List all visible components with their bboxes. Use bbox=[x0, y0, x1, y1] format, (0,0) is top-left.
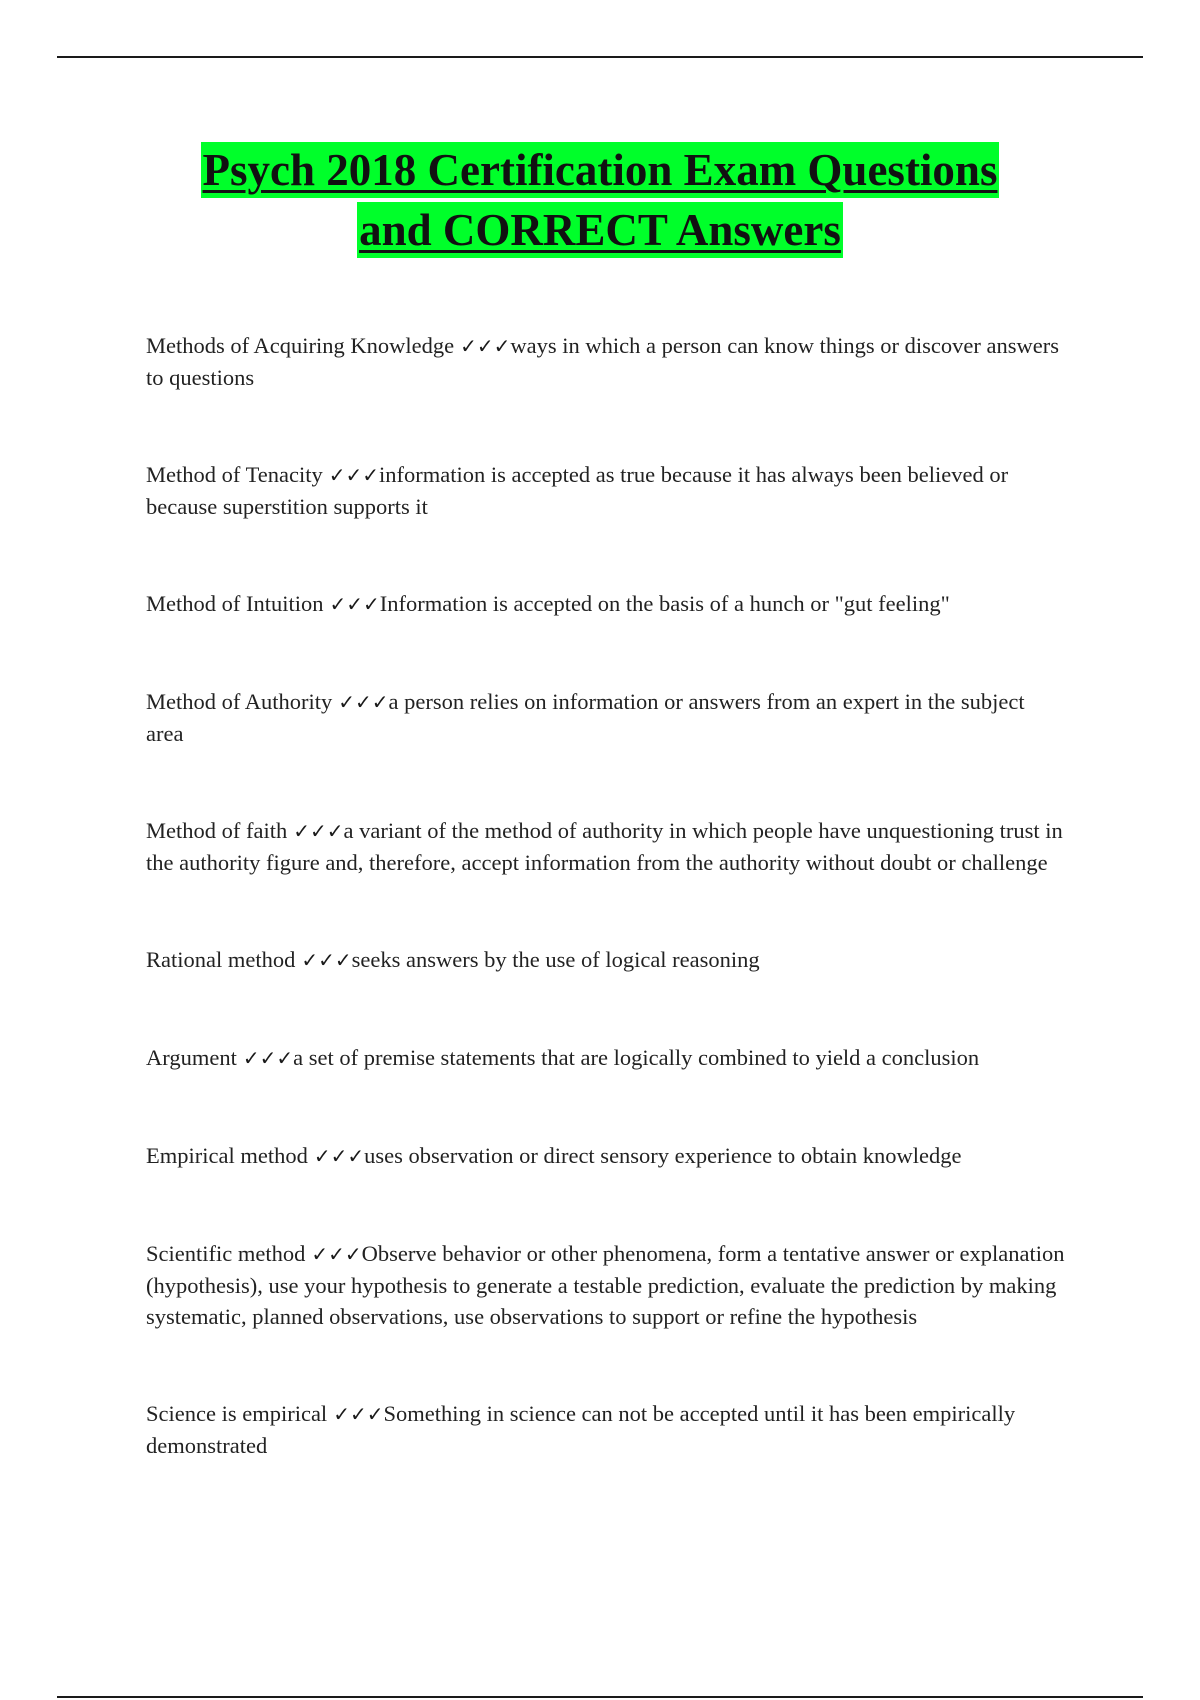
qa-entry bbox=[146, 686, 1066, 749]
check-marks: ✓✓✓ bbox=[333, 1402, 384, 1426]
qa-entry bbox=[146, 1398, 1066, 1461]
qa-entry bbox=[146, 459, 1066, 522]
qa-entry bbox=[146, 330, 1066, 393]
check-marks: ✓✓✓ bbox=[242, 1046, 294, 1070]
entry-definition: Observe behavior or other phenomena, form a tentative answer or explanation (hypothesis), use your hypothesis to generate a testable prediction, evaluate the prediction by making systematic, planned observations, use observations to support or refine the hypothesis bbox=[146, 1241, 1065, 1329]
entry-term: Empirical method bbox=[146, 1143, 308, 1168]
qa-entry bbox=[146, 588, 1066, 620]
entry-definition: uses observation or direct sensory experience to obtain knowledge bbox=[364, 1143, 962, 1168]
entry-term: Method of Authority bbox=[146, 689, 333, 714]
check-marks: ✓✓✓ bbox=[328, 463, 379, 487]
bottom-divider bbox=[57, 1696, 1143, 1698]
entry-term: Science is empirical bbox=[146, 1401, 328, 1426]
check-marks: ✓✓✓ bbox=[338, 690, 389, 714]
check-marks: ✓✓✓ bbox=[329, 592, 380, 616]
top-divider bbox=[57, 56, 1143, 58]
entry-term: Method of Tenacity bbox=[146, 462, 323, 487]
entry-term: Method of faith bbox=[146, 818, 288, 843]
check-marks: ✓✓✓ bbox=[311, 1242, 362, 1266]
entry-term: Method of Intuition bbox=[146, 591, 324, 616]
entry-definition: a set of premise statements that are logically combined to yield a conclusion bbox=[293, 1045, 980, 1070]
entry-term: Argument bbox=[146, 1045, 237, 1070]
entry-definition: a person relies on information or answers from an expert in the subject area bbox=[146, 689, 1025, 746]
check-marks: ✓✓✓ bbox=[293, 819, 344, 843]
page-title bbox=[60, 142, 1140, 262]
check-marks: ✓✓✓ bbox=[301, 948, 352, 972]
entry-term: Scientific method bbox=[146, 1241, 306, 1266]
qa-entry bbox=[146, 1238, 1066, 1332]
check-marks: ✓✓✓ bbox=[313, 1144, 365, 1168]
qa-list bbox=[146, 330, 1066, 1527]
check-marks: ✓✓✓ bbox=[460, 334, 511, 358]
entry-definition: ways in which a person can know things or discover answers to questions bbox=[146, 333, 1059, 390]
title-line-2: and CORRECT Answers bbox=[357, 202, 843, 258]
title-line-1: Psych 2018 Certification Exam Questions bbox=[201, 142, 1000, 198]
entry-definition: Something in science can not be accepted until it has been empirically demonstrated bbox=[146, 1401, 1016, 1458]
entry-term: Rational method bbox=[146, 947, 296, 972]
qa-entry bbox=[146, 1042, 1066, 1074]
entry-definition: a variant of the method of authority in which people have unquestioning trust in the authority figure and, therefore, accept information from the authority without doubt or challenge bbox=[146, 818, 1063, 875]
qa-entry bbox=[146, 815, 1066, 878]
entry-definition: information is accepted as true because it has always been believed or because superstition supports it bbox=[146, 462, 1009, 519]
entry-definition: Information is accepted on the basis of a hunch or "gut feeling" bbox=[379, 591, 950, 616]
entry-term: Methods of Acquiring Knowledge bbox=[146, 333, 455, 358]
qa-entry bbox=[146, 944, 1066, 976]
entry-definition: seeks answers by the use of logical reasoning bbox=[351, 947, 760, 972]
qa-entry bbox=[146, 1140, 1066, 1172]
